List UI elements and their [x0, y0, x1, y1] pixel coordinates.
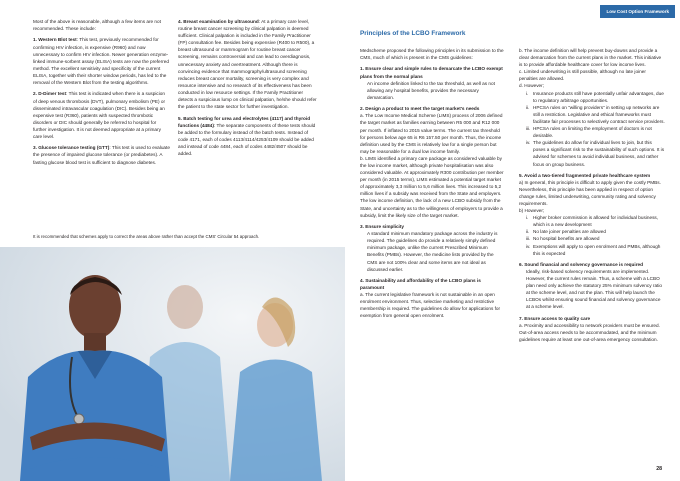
sub-list-item: iv. Exemptions will apply to open enrolment and PMBs, although this is expected — [526, 243, 661, 256]
item-text: : At a primary care level, routine breast cancer screening by clinical palpation is deemed sufficient. Clinical palpation is included in the Family Practitioner (FP) consultation fee. Besides being expensive (R400 to R500), a breast ultrasound or mammogram for routine breast cancer screening, remains controversial and can lead to overdiagnosis, unnecessary anxiety and overtreatment. Although there is convincing evidence that mammography/ultrasound screening reduces breast cancer mortality, screening is very complex and resource intensive and no research of its effectiveness has been conducted in low resource settings. If the Family Practitioner detects a suspicious lump on clinical palpation, he/she should refer the patient to the state sector for further investigation. — [178, 19, 317, 110]
principle-item: b) However; — [519, 208, 545, 214]
principle-item: a) In general, this principle is difficult to apply given the costly PMBs. Nevertheless, this principle has been applied in respect of option change rules, limited underwriting, community rating and solvency requirements. — [519, 179, 661, 206]
item-title: 1. Western Blot test — [33, 37, 77, 43]
principle-item: b. LIMS identified a primary care package as considered valuable by the low income market, although private hospitalisation was also considered valuable. At approximately R300 contribution per member per month (in 2015 terms), LIMS estimated a potential target market of approximately 3,3 million to 5,6 million lives. This increased to 5,2 million lives if a subsidy was received from the State and employers. The low income definition, the lack of a new LCBO subsidy from the State, and uncertainty as to the willingness of employers to provide a subsidy, limit the likely size of the target market. — [360, 155, 504, 218]
sub-list-item: ii. HPCSA rules on “willing providers” in setting up networks are still a restriction. Legislative and ethical frameworks must facilitate fair processes to selectively contract service providers. — [526, 104, 665, 124]
item-text: : The separate components of these tests should be added to the formulary instead of the batch tests. Instead of code 4171, each of codes 4113/4114/4253/4109 should be added and instead of code 4484, each of codes 4482/4507 should be added. — [178, 122, 316, 156]
item-title: 2. D-Dimer test — [33, 91, 67, 97]
header-tab: Low Cost Option Framework — [600, 5, 675, 18]
principle-text: Ideally, risk-based solvency requirements are implemented. However, the current rules remain. Thus, a scheme with a LCBO plan need only achieve the statutory 25% minimum solvency ratio at the scheme level, and not the plan. This will help launch the LCBOs whilst ensuring sound financial and solvency governance at a scheme level. — [526, 268, 663, 310]
page-number: 28 — [656, 466, 662, 472]
item-text: : This test, previously recommended for confirming HIV infection, is expensive (R960) and now unnecessary to confirm HIV infection. Newer generation enzyme-linked immune-sorbent assay (ELISA) tests are now the preferred method. The excellent sensitivity and specificity of the current ELISA, together with their shorter window periods, has led to the removal of the Western Blot from the testing algorithms. — [33, 37, 169, 86]
sub-list-item: iii. HPCSA rules on limiting the employment of doctors is not desirable. — [526, 126, 652, 139]
principle-1 — [360, 65, 505, 100]
item-title: 3. Glucose tolerance testing (GTT) — [33, 145, 110, 151]
principle-item: b. The income definition will help prevent buy-downs and provide a clear demarcation from the current plans in the market. This initiative is to provide affordable healthcare cover for low income lives. — [519, 48, 662, 68]
intro-text: Most of the above is reasonable, although a few items are not recommended. These include: — [33, 19, 161, 32]
item-western-blot — [33, 36, 170, 86]
medical-staff-illustration — [0, 247, 345, 481]
item-gtt — [33, 144, 170, 165]
item-title: 4. Breast examination by ultrasound — [178, 19, 259, 24]
principle-title: 5. Avoid a two-tiered fragmented private healthcare system — [519, 172, 651, 178]
principle-item: d. However; — [519, 83, 545, 89]
principle-title: 7. Ensure access to quality care — [519, 315, 591, 321]
sub-list-item: i. Insurance products still have potentially unfair advantages, due to regulatory arbitrage opportunities. — [526, 90, 664, 103]
principle-item: a. Proximity and accessibility to network providers must be ensured. Out-of-area access needs to be accommodated, and the minimum guidelines require at least one out-of-area emergency consultation. — [519, 322, 660, 342]
principle-3 — [360, 223, 505, 273]
principles-intro: Medscheme proposed the following principles in its submission to the CMS, much of which is present in the CMS guidelines: — [360, 48, 504, 61]
left-column-a — [33, 18, 170, 170]
principle-title: 1. Ensure clear and simple rules to demarcate the LCBO exempt plans from the normal plans — [360, 66, 503, 79]
sub-list-item: ii. No late joiner penalties are allowed — [526, 229, 606, 235]
item-text: : This test is used to evaluate the presence of impaired glucose tolerance (or prediabetes). A fasting glucose blood test is sufficient to diagnose diabetes. — [33, 145, 170, 165]
principle-2 — [360, 105, 505, 219]
item-text: : This test is indicated when there is a suspicion of deep venous thrombosis (DVT), pulmonary embolism (PE) or disseminated intravascular coagulation (DIC). Besides being an expensive test (R360), patients with suspected thrombotic disorders or DIC should generally be referred to hospital for further investigation. It is not deemed appropriate at a primary care level. — [33, 91, 166, 139]
principle-item: a. The Low Income Medical Scheme (LIMS) process of 2006 defined the target market as families earning between R5 000 and R12 000 per month. If inflated to 2015 value terms. The current tax threshold for persons below age 65 is R6 157.50 per month. Thus, the income definition used by the CMS is relatively low for a single person but may be reasonable for a dual low income family. — [360, 113, 503, 154]
principle-text: An income definition linked to the tax threshold, as well as not allowing any hospital benefits, provides the necessary demarcation. — [367, 80, 495, 100]
principle-title: 4. Sustainability and affordability of the LCBO plans is paramount — [360, 278, 481, 291]
sub-list-item: i. Higher broker commission is allowed for individual business, which is a new development — [526, 215, 659, 228]
principle-title: 6. Sound financial and solvency governance is required — [519, 261, 643, 267]
item-title: 5. Batch testing for urea and electrolytes (4117) and thyroid functions (4484) — [178, 115, 311, 128]
right-column — [519, 47, 665, 343]
sub-list — [519, 90, 665, 168]
medical-staff-photo — [0, 247, 345, 481]
sub-list — [519, 214, 665, 257]
left-column-b — [178, 18, 319, 161]
principle-4 — [360, 277, 505, 320]
item-batch-testing — [178, 115, 319, 158]
middle-column — [360, 47, 505, 324]
recommendation-note: It is recommended that schemes apply to correct the areas above rather than accept the CMS' Circular 54 approach. — [33, 234, 260, 239]
section-title: Principles of the LCBO Framework — [360, 30, 466, 37]
principle-text: A standard minimum mandatory package across the industry is required. The guidelines do provide a relatively simply defined minimum package, unlike the current Prescribed Minimum Benefits (PMBs). However, the medicine lists provided by the CMS are not 100% clear and some items are not ideal as discussed earlier. — [367, 231, 498, 272]
principle-item: c. Limited underwriting is still possible, although no late joiner penalties are allowed. — [519, 69, 646, 82]
principle-item: a. The current legislative framework is not sustainable in an open enrolment environment. Thus, selective marketing and restrictive membership is required. The guidelines do allow for applications for exemption from general open enrolment. — [360, 292, 501, 319]
item-breast-exam — [178, 18, 319, 110]
sub-list-item: iii. No hospital benefits are allowed — [526, 236, 600, 242]
principle-title: 2. Design a product to meet the target market's needs — [360, 106, 480, 112]
item-d-dimer — [33, 90, 170, 140]
principle-title: 3. Ensure simplicity — [360, 224, 405, 230]
sub-list-item: iv. The guidelines do allow for individual lives to join, but this poses a significant risk to the sustainability of such options. It is advised for schemes to avoid individual business, and rather focus on group business. — [526, 140, 665, 167]
